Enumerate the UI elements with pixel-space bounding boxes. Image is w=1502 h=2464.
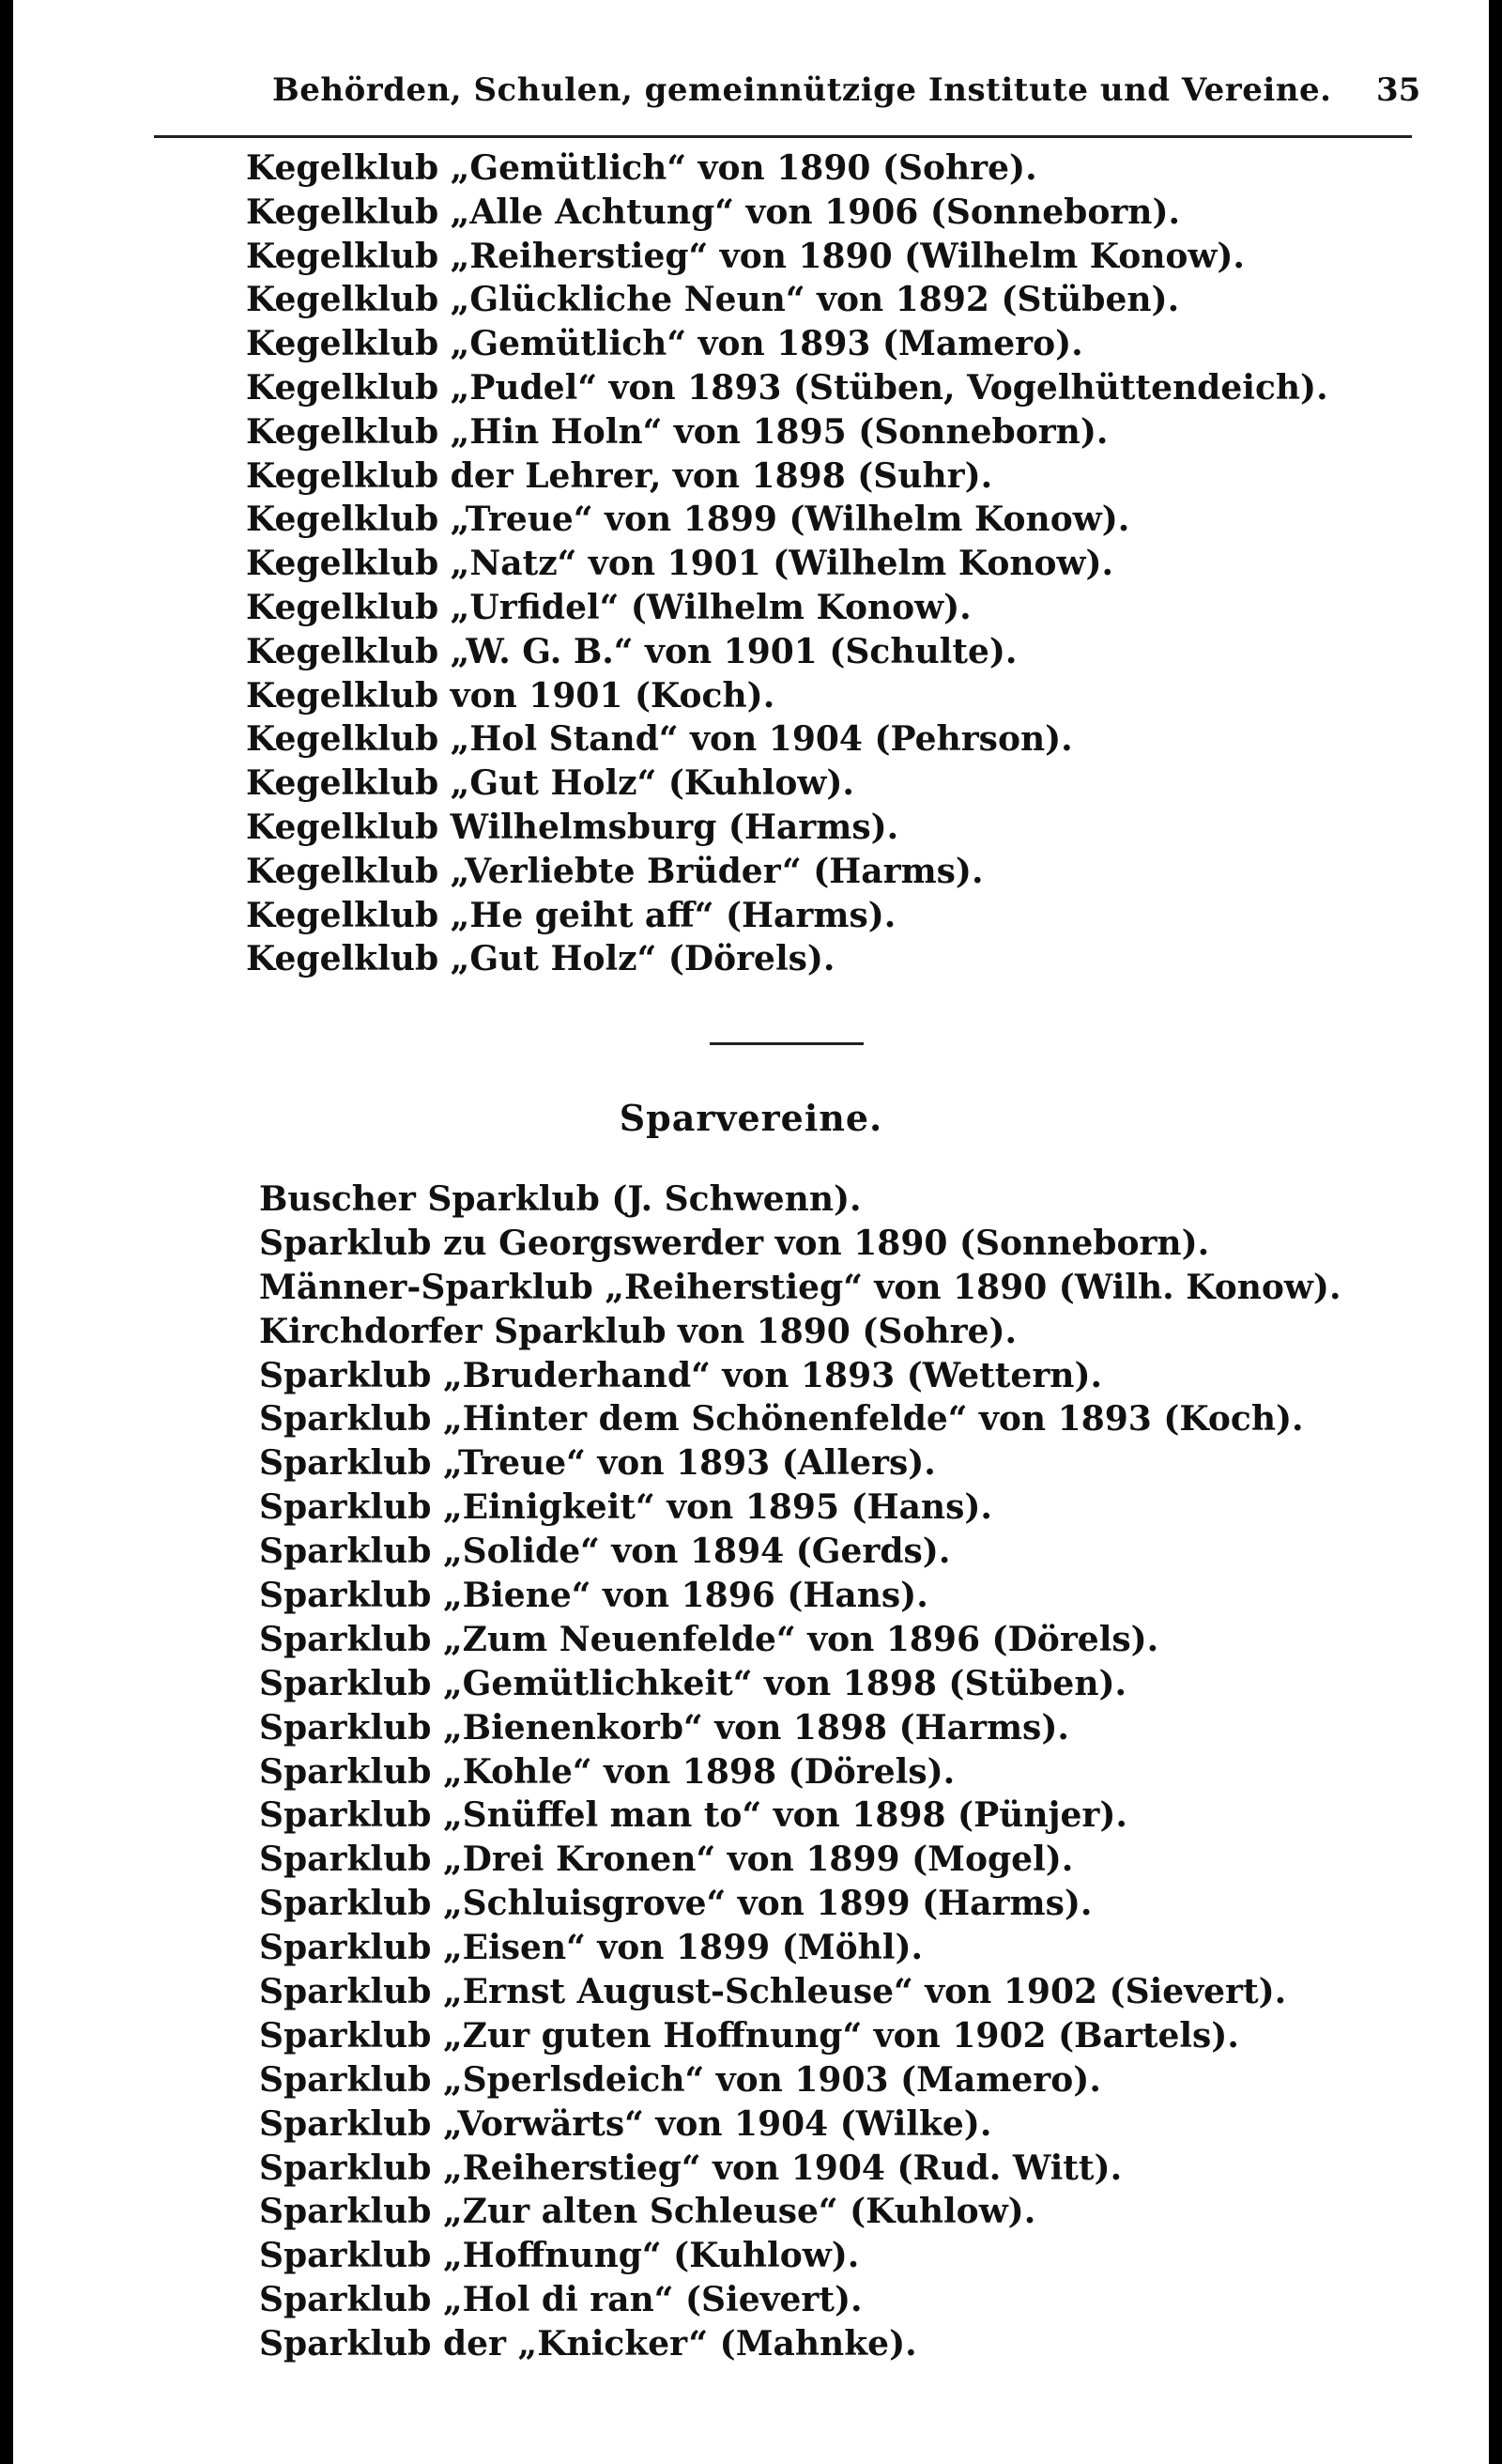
list-item: Kegelklub „Treue“ von 1899 (Wilhelm Konow). [246, 500, 1130, 540]
list-item: Kegelklub „Reiherstieg“ von 1890 (Wilhelm Konow). [246, 236, 1245, 276]
list-item: Kegelklub „W. G. B.“ von 1901 (Schulte). [246, 631, 1018, 671]
list-item: Kegelklub „Hol Stand“ von 1904 (Pehrson). [246, 719, 1073, 760]
page-number: 35 [1376, 71, 1421, 109]
list-item: Sparklub „Schluisgrove“ von 1899 (Harms). [259, 1884, 1093, 1924]
list-item: Kirchdorfer Sparklub von 1890 (Sohre). [259, 1311, 1018, 1351]
list-item: Männer-Sparklub „Reiherstieg“ von 1890 (Wilh. Konow). [259, 1267, 1341, 1307]
list-item: Sparklub „Hol di ran“ (Sievert). [259, 2280, 863, 2320]
list-item: Sparklub „Bruderhand“ von 1893 (Wettern). [259, 1355, 1103, 1395]
list-item: Kegelklub der Lehrer, von 1898 (Suhr). [246, 455, 993, 496]
list-item: Sparklub „Treue“ von 1893 (Allers). [259, 1443, 936, 1484]
list-item: Sparklub „Gemütlichkeit“ von 1898 (Stüben). [259, 1663, 1127, 1703]
list-item: Kegelklub „Natz“ von 1901 (Wilhelm Konow). [246, 544, 1114, 584]
header-rule [154, 135, 1412, 138]
list-item: Sparklub „Reiherstieg“ von 1904 (Rud. Witt). [259, 2148, 1123, 2188]
list-item: Sparklub „Sperlsdeich“ von 1903 (Mamero). [259, 2059, 1101, 2100]
list-item: Sparklub „Biene“ von 1896 (Hans). [259, 1576, 928, 1616]
list-item: Kegelklub „Verliebte Brüder“ (Harms). [246, 851, 984, 891]
book-page [13, 0, 1489, 2464]
sparverein-list [259, 1178, 1341, 2366]
list-item: Sparklub „Solide“ von 1894 (Gerds). [259, 1532, 951, 1572]
list-item: Sparklub „Kohle“ von 1898 (Dörels). [259, 1751, 956, 1792]
list-item: Sparklub „Zur guten Hoffnung“ von 1902 (Bartels). [259, 2015, 1239, 2056]
running-head [13, 66, 1489, 122]
list-item: Sparklub der „Knicker“ (Mahnke). [259, 2324, 917, 2364]
list-item: Kegelklub „Pudel“ von 1893 (Stüben, Vogelhüttendeich). [246, 367, 1328, 408]
list-item: Sparklub „Vorwärts“ von 1904 (Wilke). [259, 2103, 992, 2144]
list-item: Buscher Sparklub (J. Schwenn). [259, 1179, 862, 1219]
list-item: Kegelklub von 1901 (Koch). [246, 675, 775, 716]
list-item: Sparklub „Bienenkorb“ von 1898 (Harms). [259, 1707, 1069, 1748]
list-item: Sparklub „Hoffnung“ (Kuhlow). [259, 2236, 860, 2276]
list-item: Kegelklub „Gut Holz“ (Dörels). [246, 939, 835, 979]
running-title: Behörden, Schulen, gemeinnützige Institute und Vereine. [272, 71, 1332, 109]
section-heading: Sparvereine. [619, 1097, 883, 1139]
list-item: Kegelklub „Hin Holn“ von 1895 (Sonneborn). [246, 411, 1109, 452]
section-divider [710, 1042, 864, 1045]
list-item: Sparklub „Eisen“ von 1899 (Möhl). [259, 1928, 924, 1968]
list-item: Sparklub „Ernst August-Schleuse“ von 1902 (Sievert). [259, 1972, 1287, 2012]
list-item: Kegelklub „Glückliche Neun“ von 1892 (Stüben). [246, 280, 1180, 320]
list-item: Sparklub „Zur alten Schleuse“ (Kuhlow). [259, 2192, 1036, 2232]
list-item: Kegelklub „He geiht aff“ (Harms). [246, 895, 897, 935]
list-item: Sparklub „Hinter dem Schönenfelde“ von 1893 (Koch). [259, 1399, 1304, 1440]
list-item: Kegelklub Wilhelmsburg (Harms). [246, 807, 899, 847]
list-item: Sparklub „Drei Kronen“ von 1899 (Mogel). [259, 1840, 1074, 1880]
list-item: Sparklub „Snüffel man to“ von 1898 (Pünjer). [259, 1795, 1127, 1836]
kegelklub-list [246, 146, 1328, 981]
list-item: Kegelklub „Gemütlich“ von 1893 (Mamero). [246, 324, 1083, 364]
list-item: Sparklub „Zum Neuenfelde“ von 1896 (Dörels). [259, 1619, 1159, 1659]
list-item: Kegelklub „Alle Achtung“ von 1906 (Sonneborn). [246, 192, 1181, 232]
list-item: Sparklub zu Georgswerder von 1890 (Sonneborn). [259, 1223, 1210, 1263]
list-item: Kegelklub „Gut Holz“ (Kuhlow). [246, 763, 854, 804]
list-item: Kegelklub „Gemütlich“ von 1890 (Sohre). [246, 148, 1037, 188]
list-item: Kegelklub „Urfidel“ (Wilhelm Konow). [246, 587, 972, 627]
list-item: Sparklub „Einigkeit“ von 1895 (Hans). [259, 1487, 992, 1528]
